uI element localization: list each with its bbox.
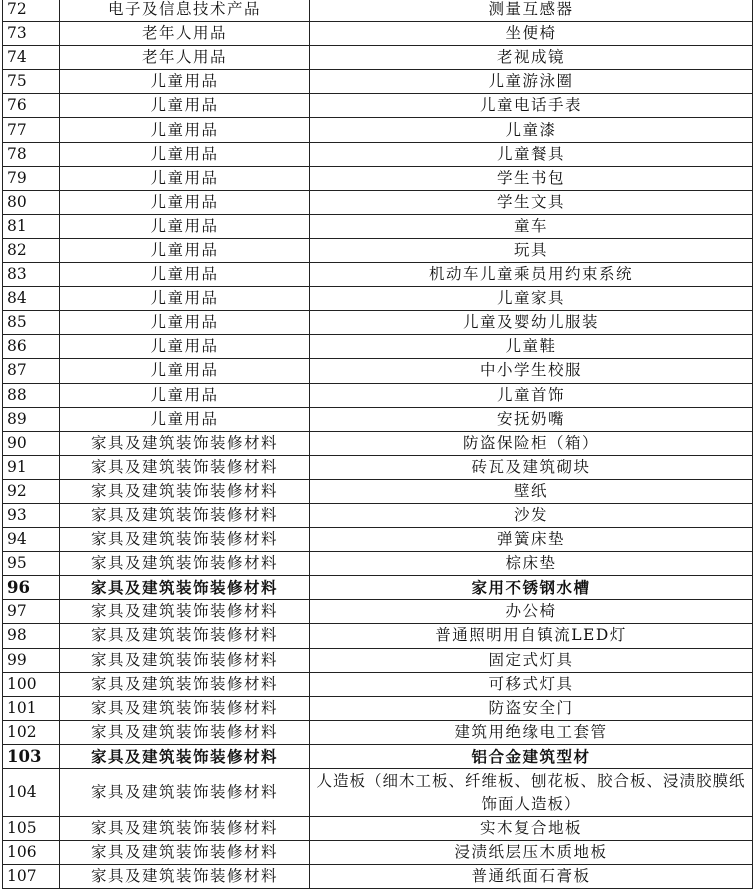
row-category: 家具及建筑装饰装修材料 — [60, 479, 310, 503]
table-row — [3, 672, 753, 696]
row-category: 儿童用品 — [60, 214, 310, 238]
row-product: 弹簧床垫 — [310, 528, 753, 552]
table-body — [3, 0, 753, 889]
row-product: 学生文具 — [310, 190, 753, 214]
row-product: 普通照明用自镇流LED灯 — [310, 624, 753, 648]
row-number: 106 — [3, 841, 60, 865]
row-product: 实木复合地板 — [310, 817, 753, 841]
row-number: 92 — [3, 479, 60, 503]
row-category: 儿童用品 — [60, 70, 310, 94]
table-row — [3, 214, 753, 238]
row-number: 82 — [3, 238, 60, 262]
row-product: 儿童及婴幼儿服装 — [310, 311, 753, 335]
row-category: 老年人用品 — [60, 46, 310, 70]
row-product: 办公椅 — [310, 600, 753, 624]
row-category: 家具及建筑装饰装修材料 — [60, 696, 310, 720]
row-number: 105 — [3, 817, 60, 841]
table-row — [3, 455, 753, 479]
table-row — [3, 407, 753, 431]
row-product: 儿童电话手表 — [310, 94, 753, 118]
row-product: 浸渍纸层压木质地板 — [310, 841, 753, 865]
row-category: 儿童用品 — [60, 94, 310, 118]
table-row — [3, 769, 753, 817]
row-category: 家具及建筑装饰装修材料 — [60, 431, 310, 455]
row-product: 固定式灯具 — [310, 648, 753, 672]
row-category: 儿童用品 — [60, 359, 310, 383]
row-number: 75 — [3, 70, 60, 94]
row-product: 学生书包 — [310, 166, 753, 190]
row-product: 可移式灯具 — [310, 672, 753, 696]
row-number: 91 — [3, 455, 60, 479]
row-number: 78 — [3, 142, 60, 166]
row-product: 砖瓦及建筑砌块 — [310, 455, 753, 479]
table-row — [3, 744, 753, 768]
table-row — [3, 503, 753, 527]
row-product: 坐便椅 — [310, 22, 753, 46]
table-row — [3, 359, 753, 383]
row-number: 96 — [3, 576, 60, 600]
table-row — [3, 528, 753, 552]
row-product: 儿童首饰 — [310, 383, 753, 407]
row-category: 家具及建筑装饰装修材料 — [60, 648, 310, 672]
row-number: 77 — [3, 118, 60, 142]
row-category: 家具及建筑装饰装修材料 — [60, 769, 310, 817]
row-category: 家具及建筑装饰装修材料 — [60, 841, 310, 865]
row-category: 老年人用品 — [60, 22, 310, 46]
table-row — [3, 624, 753, 648]
product-catalog-table — [2, 0, 753, 889]
row-category: 儿童用品 — [60, 263, 310, 287]
row-category: 儿童用品 — [60, 407, 310, 431]
row-category: 家具及建筑装饰装修材料 — [60, 672, 310, 696]
table-row — [3, 600, 753, 624]
table-row — [3, 238, 753, 262]
row-product: 普通纸面石膏板 — [310, 865, 753, 889]
row-category: 儿童用品 — [60, 383, 310, 407]
row-number: 97 — [3, 600, 60, 624]
row-category: 家具及建筑装饰装修材料 — [60, 865, 310, 889]
row-number: 107 — [3, 865, 60, 889]
table-row — [3, 70, 753, 94]
row-category: 儿童用品 — [60, 238, 310, 262]
row-number: 81 — [3, 214, 60, 238]
row-product: 老视成镜 — [310, 46, 753, 70]
row-product: 防盗安全门 — [310, 696, 753, 720]
row-category: 儿童用品 — [60, 311, 310, 335]
row-number: 79 — [3, 166, 60, 190]
table-row — [3, 22, 753, 46]
row-category: 家具及建筑装饰装修材料 — [60, 817, 310, 841]
row-product: 中小学生校服 — [310, 359, 753, 383]
row-product: 安抚奶嘴 — [310, 407, 753, 431]
row-number: 101 — [3, 696, 60, 720]
row-product: 防盗保险柜（箱） — [310, 431, 753, 455]
row-number: 98 — [3, 624, 60, 648]
row-category: 家具及建筑装饰装修材料 — [60, 720, 310, 744]
table-row — [3, 576, 753, 600]
table-row — [3, 190, 753, 214]
table-row — [3, 287, 753, 311]
row-category: 家具及建筑装饰装修材料 — [60, 455, 310, 479]
table-row — [3, 479, 753, 503]
row-number: 76 — [3, 94, 60, 118]
row-product: 儿童餐具 — [310, 142, 753, 166]
row-number: 74 — [3, 46, 60, 70]
row-category: 儿童用品 — [60, 335, 310, 359]
row-category: 家具及建筑装饰装修材料 — [60, 503, 310, 527]
row-product: 铝合金建筑型材 — [310, 744, 753, 768]
row-number: 84 — [3, 287, 60, 311]
row-category: 儿童用品 — [60, 142, 310, 166]
table-row — [3, 552, 753, 576]
row-product: 壁纸 — [310, 479, 753, 503]
row-product: 儿童漆 — [310, 118, 753, 142]
row-category: 家具及建筑装饰装修材料 — [60, 600, 310, 624]
row-product: 童车 — [310, 214, 753, 238]
table-row — [3, 166, 753, 190]
row-product: 人造板（细木工板、纤维板、刨花板、胶合板、浸渍胶膜纸饰面人造板） — [310, 769, 753, 817]
row-number: 80 — [3, 190, 60, 214]
table-row — [3, 817, 753, 841]
row-product: 沙发 — [310, 503, 753, 527]
table-row — [3, 648, 753, 672]
table-row — [3, 311, 753, 335]
table-row — [3, 335, 753, 359]
table-row — [3, 142, 753, 166]
row-number: 90 — [3, 431, 60, 455]
table-row — [3, 696, 753, 720]
row-category: 家具及建筑装饰装修材料 — [60, 576, 310, 600]
table-row — [3, 841, 753, 865]
row-number: 100 — [3, 672, 60, 696]
row-number: 85 — [3, 311, 60, 335]
table-row — [3, 263, 753, 287]
row-category: 家具及建筑装饰装修材料 — [60, 528, 310, 552]
row-category: 儿童用品 — [60, 166, 310, 190]
row-number: 89 — [3, 407, 60, 431]
row-number: 88 — [3, 383, 60, 407]
row-product: 儿童家具 — [310, 287, 753, 311]
row-number: 73 — [3, 22, 60, 46]
row-number: 102 — [3, 720, 60, 744]
row-product: 棕床垫 — [310, 552, 753, 576]
table-row — [3, 720, 753, 744]
table-row — [3, 865, 753, 889]
table-row — [3, 118, 753, 142]
row-category: 电子及信息技术产品 — [60, 0, 310, 22]
row-number: 99 — [3, 648, 60, 672]
row-category: 家具及建筑装饰装修材料 — [60, 624, 310, 648]
row-number: 95 — [3, 552, 60, 576]
row-number: 86 — [3, 335, 60, 359]
table-row — [3, 94, 753, 118]
table-row — [3, 46, 753, 70]
row-product: 测量互感器 — [310, 0, 753, 22]
row-product: 建筑用绝缘电工套管 — [310, 720, 753, 744]
row-product: 儿童游泳圈 — [310, 70, 753, 94]
row-category: 儿童用品 — [60, 190, 310, 214]
row-number: 103 — [3, 744, 60, 768]
row-number: 104 — [3, 769, 60, 817]
row-number: 72 — [3, 0, 60, 22]
table-row — [3, 431, 753, 455]
row-number: 93 — [3, 503, 60, 527]
row-product: 机动车儿童乘员用约束系统 — [310, 263, 753, 287]
row-category: 儿童用品 — [60, 118, 310, 142]
row-number: 87 — [3, 359, 60, 383]
row-category: 家具及建筑装饰装修材料 — [60, 552, 310, 576]
row-category: 儿童用品 — [60, 287, 310, 311]
row-number: 94 — [3, 528, 60, 552]
table-row — [3, 383, 753, 407]
row-number: 83 — [3, 263, 60, 287]
row-product: 儿童鞋 — [310, 335, 753, 359]
row-product: 玩具 — [310, 238, 753, 262]
table-row — [3, 0, 753, 22]
row-category: 家具及建筑装饰装修材料 — [60, 744, 310, 768]
row-product: 家用不锈钢水槽 — [310, 576, 753, 600]
